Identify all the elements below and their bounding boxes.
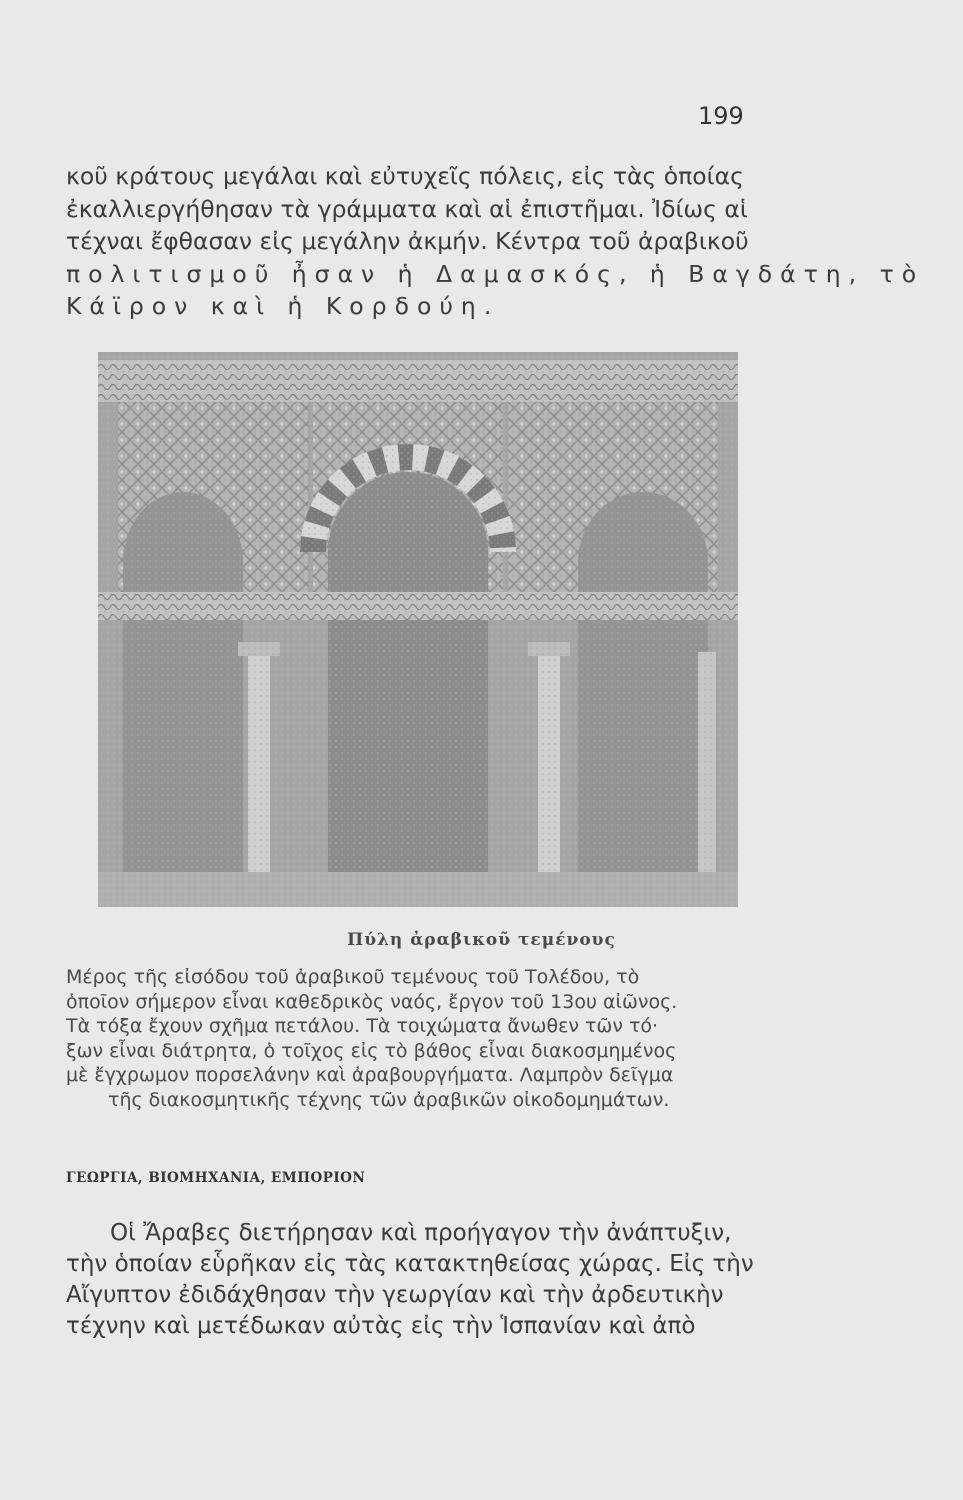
text-line: Αἴγυπτον ἐδιδάχθησαν τὴν γεωργίαν καὶ τὴν ἀρδευτικὴν <box>66 1282 724 1308</box>
text-line: Κάϊρον καὶ ἡ Κορδούη. <box>66 292 500 320</box>
figure-title: Πύλη ἀραβικοῦ τεμένους <box>347 930 616 950</box>
caption-line: ὁποῖον σήμερον εἶναι καθεδρικὸς ναός, ἔργον τοῦ 13ου αἰῶνος. <box>66 990 678 1013</box>
mosque-gate-photo <box>98 352 738 907</box>
text-line: Οἱ Ἄραβες διετήρησαν καὶ προήγαγον τὴν ἀνάπτυξιν, <box>110 1220 732 1246</box>
section-heading: ΓΕΩΡΓΙΑ, ΒΙΟΜΗΧΑΝΙΑ, ΕΜΠΟΡΙΟΝ <box>66 1170 366 1186</box>
text-line: τὴν ὁποίαν εὗρῆκαν εἰς τὰς κατακτηθείσας χώρας. Εἰς τὴν <box>66 1251 754 1277</box>
text-line: κοῦ κράτους μεγάλαι καὶ εὐτυχεῖς πόλεις, εἰς τὰς ὁποίας <box>66 162 744 190</box>
text-line: πολιτισμοῦ ἦσαν ἡ Δαμασκός, ἡ Βαγδάτη, τὸ <box>66 259 925 288</box>
text-line: τέχνην καὶ μετέδωκαν αὐτὰς εἰς τὴν Ἱσπανίαν καὶ ἀπὸ <box>66 1313 696 1339</box>
text-line: τέχναι ἔφθασαν εἰς μεγάλην ἀκμήν. Κέντρα τοῦ ἀραβικοῦ <box>66 227 749 255</box>
caption-line: Τὰ τόξα ἔχουν σχῆμα πετάλου. Τὰ τοιχώματα ἄνωθεν τῶν τό· <box>66 1015 659 1037</box>
caption-line: μὲ ἔγχρωμον πορσελάνην καὶ ἀραβουργήματα. Λαμπρὸν δεῖγμα <box>66 1064 674 1086</box>
section-paragraph <box>66 1218 786 1342</box>
intro-paragraph <box>66 160 925 323</box>
caption-line: ξων εἶναι διάτρητα, ὁ τοῖχος εἰς τὸ βάθος εἶναι διακοσμημένος <box>66 1039 677 1062</box>
caption-line: τῆς διακοσμητικῆς τέχνης τῶν ἀραβικῶν οἰκοδομημάτων. <box>108 1088 670 1111</box>
figure-caption <box>66 965 786 1112</box>
text-line: ἐκαλλιεργήθησαν τὰ γράμματα καὶ αἱ ἐπιστῆμαι. Ἰδίως αἱ <box>66 194 748 223</box>
page-number: 199 <box>698 102 744 130</box>
caption-line: Μέρος τῆς εἰσόδου τοῦ ἀραβικοῦ τεμένους τοῦ Τολέδου, τὸ <box>66 966 640 988</box>
